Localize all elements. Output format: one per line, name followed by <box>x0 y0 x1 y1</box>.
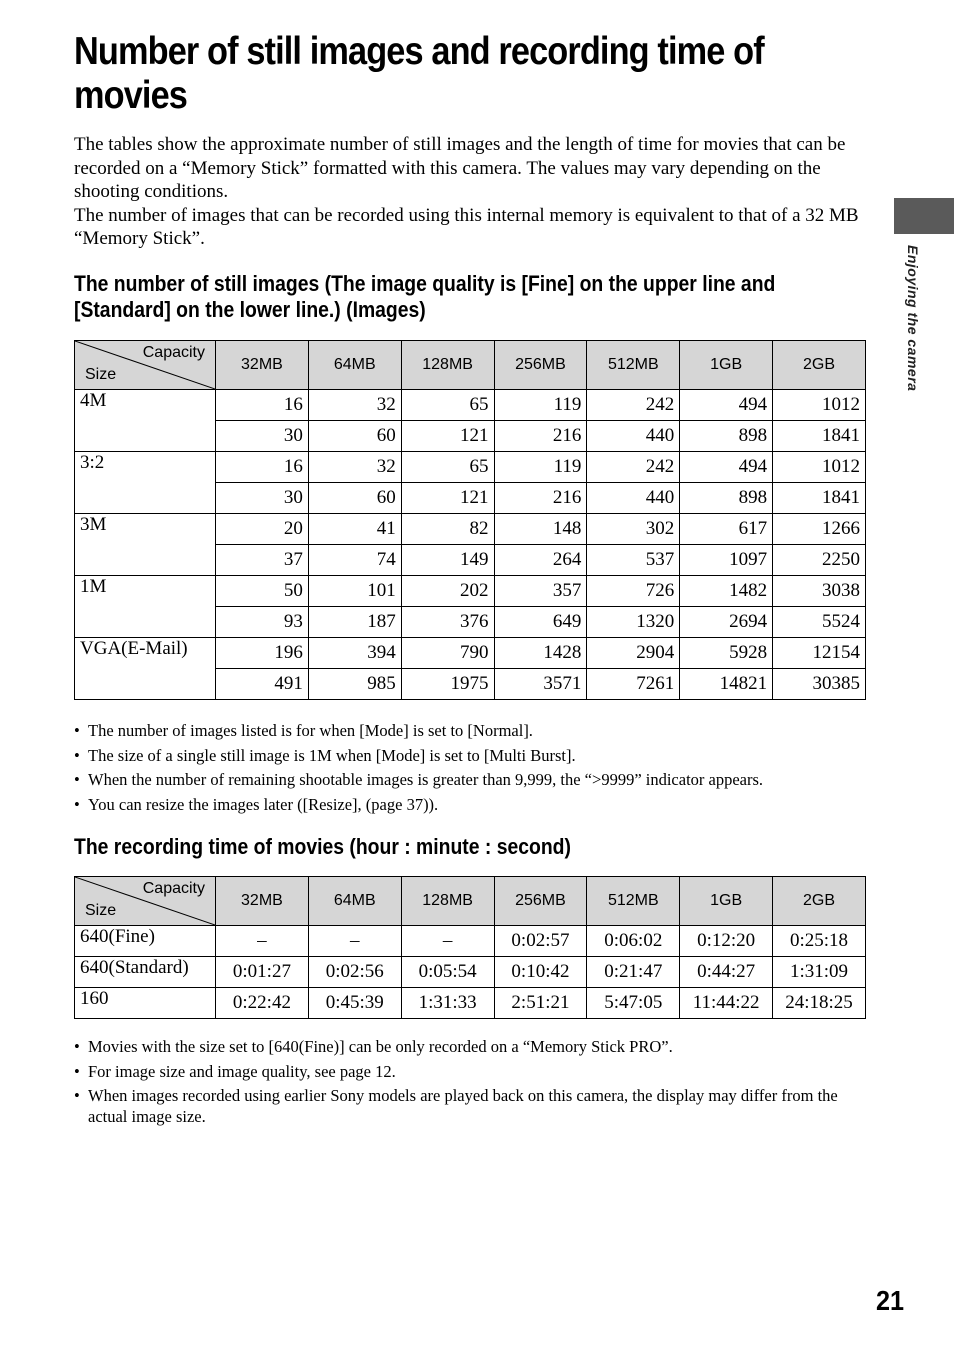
table-cell: 3038 <box>773 576 866 607</box>
table-cell: 121 <box>401 421 494 452</box>
movies-heading: The recording time of movies (hour : minute : second) <box>74 834 571 859</box>
table-cell: 14821 <box>680 669 773 700</box>
table-cell: 985 <box>308 669 401 700</box>
table-cell: 1266 <box>773 514 866 545</box>
column-header: 32MB <box>216 341 309 390</box>
table-cell: 898 <box>680 483 773 514</box>
table-cell: 1428 <box>494 638 587 669</box>
page-title: Number of still images and recording time of movies <box>74 30 764 117</box>
table-corner-cell <box>75 341 216 390</box>
still-images-heading: The number of still images (The image quality is [Fine] on the upper line and [Standard] on the lower line.) (Images) <box>74 271 776 322</box>
table-cell: 5928 <box>680 638 773 669</box>
column-header: 64MB <box>308 877 401 926</box>
table-cell: 187 <box>308 607 401 638</box>
table-cell: 101 <box>308 576 401 607</box>
note-item: • For image size and image quality, see page 12. <box>74 1061 874 1082</box>
table-cell: 1975 <box>401 669 494 700</box>
table-cell: 242 <box>587 452 680 483</box>
table-row <box>75 390 866 421</box>
table-cell: 491 <box>216 669 309 700</box>
size-cell: 1M <box>75 576 216 638</box>
table-cell: 0:45:39 <box>308 988 401 1019</box>
table-cell: 74 <box>308 545 401 576</box>
table-cell: 494 <box>680 390 773 421</box>
size-cell: VGA(E-Mail) <box>75 638 216 700</box>
still-images-notes <box>74 720 874 818</box>
intro-paragraph: The tables show the approximate number of still images and the length of time for movies that can be recorded on a “Memory Stick” formatted with this camera. The values may vary depending on the shooting conditions. <box>74 134 846 202</box>
table-cell: 82 <box>401 514 494 545</box>
size-cell: 640(Fine) <box>75 926 216 957</box>
table-cell: 0:05:54 <box>401 957 494 988</box>
column-header: 512MB <box>587 341 680 390</box>
table-cell: 16 <box>216 452 309 483</box>
table-cell: 617 <box>680 514 773 545</box>
capacity-label: Capacity <box>142 880 205 897</box>
table-cell: 60 <box>308 483 401 514</box>
table-corner-cell <box>75 877 216 926</box>
table-cell: 7261 <box>587 669 680 700</box>
table-cell: 3571 <box>494 669 587 700</box>
table-cell: 264 <box>494 545 587 576</box>
table-cell: 376 <box>401 607 494 638</box>
table-cell: 196 <box>216 638 309 669</box>
table-cell: 0:02:56 <box>308 957 401 988</box>
table-cell: 0:02:57 <box>494 926 587 957</box>
column-header: 1GB <box>680 341 773 390</box>
table-cell: 0:06:02 <box>587 926 680 957</box>
table-row <box>75 514 866 545</box>
table-cell: 1320 <box>587 607 680 638</box>
table-cell: 494 <box>680 452 773 483</box>
column-header: 256MB <box>494 877 587 926</box>
table-cell: 1482 <box>680 576 773 607</box>
movies-header-row <box>75 877 866 926</box>
table-cell: 12154 <box>773 638 866 669</box>
table-row <box>75 926 866 957</box>
table-cell: 93 <box>216 607 309 638</box>
column-header: 32MB <box>216 877 309 926</box>
table-cell: 898 <box>680 421 773 452</box>
table-cell: 0:25:18 <box>773 926 866 957</box>
note-item: • You can resize the images later ([Resize], (page 37)). <box>74 794 874 815</box>
column-header: 256MB <box>494 341 587 390</box>
column-header: 512MB <box>587 877 680 926</box>
table-cell: 119 <box>494 452 587 483</box>
section-tab-marker <box>894 198 954 234</box>
table-cell: 202 <box>401 576 494 607</box>
table-cell: 0:44:27 <box>680 957 773 988</box>
table-cell: 2250 <box>773 545 866 576</box>
table-row <box>75 452 866 483</box>
movies-notes <box>74 1036 874 1131</box>
size-label: Size <box>85 902 117 919</box>
table-cell: 0:12:20 <box>680 926 773 957</box>
table-cell: – <box>308 926 401 957</box>
note-item: • The number of images listed is for when [Mode] is set to [Normal]. <box>74 720 874 741</box>
intro-text <box>74 133 866 251</box>
note-item: • When images recorded using earlier Sony models are played back on this camera, the display may differ from the actual image size. <box>74 1085 874 1127</box>
table-cell: 1012 <box>773 452 866 483</box>
table-cell: 216 <box>494 483 587 514</box>
table-cell: 357 <box>494 576 587 607</box>
page-number: 21 <box>876 1285 905 1316</box>
table-cell: 302 <box>587 514 680 545</box>
table-cell: 1097 <box>680 545 773 576</box>
size-cell: 3M <box>75 514 216 576</box>
table-cell: 790 <box>401 638 494 669</box>
section-side-label: Enjoying the camera <box>905 245 921 392</box>
table-cell: 121 <box>401 483 494 514</box>
column-header: 64MB <box>308 341 401 390</box>
size-label: Size <box>85 366 117 383</box>
table-cell: 11:44:22 <box>680 988 773 1019</box>
table-cell: 30385 <box>773 669 866 700</box>
table-cell: 726 <box>587 576 680 607</box>
table-row <box>75 638 866 669</box>
table-cell: 65 <box>401 452 494 483</box>
table-cell: 440 <box>587 421 680 452</box>
table-cell: 394 <box>308 638 401 669</box>
table-cell: 24:18:25 <box>773 988 866 1019</box>
table-cell: 5524 <box>773 607 866 638</box>
table-cell: 537 <box>587 545 680 576</box>
column-header: 2GB <box>773 877 866 926</box>
table-cell: 5:47:05 <box>587 988 680 1019</box>
table-cell: 1:31:33 <box>401 988 494 1019</box>
still-header-row <box>75 341 866 390</box>
column-header: 128MB <box>401 341 494 390</box>
column-header: 128MB <box>401 877 494 926</box>
table-cell: 242 <box>587 390 680 421</box>
size-cell: 4M <box>75 390 216 452</box>
size-cell: 640(Standard) <box>75 957 216 988</box>
note-item: • Movies with the size set to [640(Fine)] can be only recorded on a “Memory Stick PRO”. <box>74 1036 874 1057</box>
table-cell: 0:21:47 <box>587 957 680 988</box>
intro-paragraph: The number of images that can be recorded using this internal memory is equivalent to that of a 32 MB “Memory Stick”. <box>74 204 859 249</box>
table-cell: 30 <box>216 421 309 452</box>
table-cell: 1012 <box>773 390 866 421</box>
table-cell: 30 <box>216 483 309 514</box>
table-row <box>75 988 866 1019</box>
table-cell: 32 <box>308 390 401 421</box>
table-cell: 32 <box>308 452 401 483</box>
capacity-label: Capacity <box>142 344 205 361</box>
table-cell: 1841 <box>773 483 866 514</box>
table-cell: 65 <box>401 390 494 421</box>
table-cell: 2904 <box>587 638 680 669</box>
table-cell: 1841 <box>773 421 866 452</box>
table-cell: 149 <box>401 545 494 576</box>
table-cell: – <box>216 926 309 957</box>
note-item: • When the number of remaining shootable images is greater than 9,999, the “>9999” indicator appears. <box>74 769 874 790</box>
table-cell: 0:01:27 <box>216 957 309 988</box>
table-cell: 216 <box>494 421 587 452</box>
table-cell: 41 <box>308 514 401 545</box>
movies-table <box>74 876 866 1019</box>
table-cell: 1:31:09 <box>773 957 866 988</box>
still-images-table <box>74 340 866 700</box>
table-row <box>75 576 866 607</box>
table-cell: 60 <box>308 421 401 452</box>
table-cell: 20 <box>216 514 309 545</box>
table-cell: 16 <box>216 390 309 421</box>
table-cell: 148 <box>494 514 587 545</box>
table-cell: 37 <box>216 545 309 576</box>
table-cell: 0:10:42 <box>494 957 587 988</box>
table-cell: 0:22:42 <box>216 988 309 1019</box>
table-cell: – <box>401 926 494 957</box>
size-cell: 160 <box>75 988 216 1019</box>
note-item: • The size of a single still image is 1M when [Mode] is set to [Multi Burst]. <box>74 745 874 766</box>
table-cell: 50 <box>216 576 309 607</box>
table-cell: 649 <box>494 607 587 638</box>
column-header: 1GB <box>680 877 773 926</box>
table-row <box>75 957 866 988</box>
table-cell: 2694 <box>680 607 773 638</box>
table-cell: 2:51:21 <box>494 988 587 1019</box>
table-cell: 440 <box>587 483 680 514</box>
column-header: 2GB <box>773 341 866 390</box>
table-cell: 119 <box>494 390 587 421</box>
size-cell: 3:2 <box>75 452 216 514</box>
